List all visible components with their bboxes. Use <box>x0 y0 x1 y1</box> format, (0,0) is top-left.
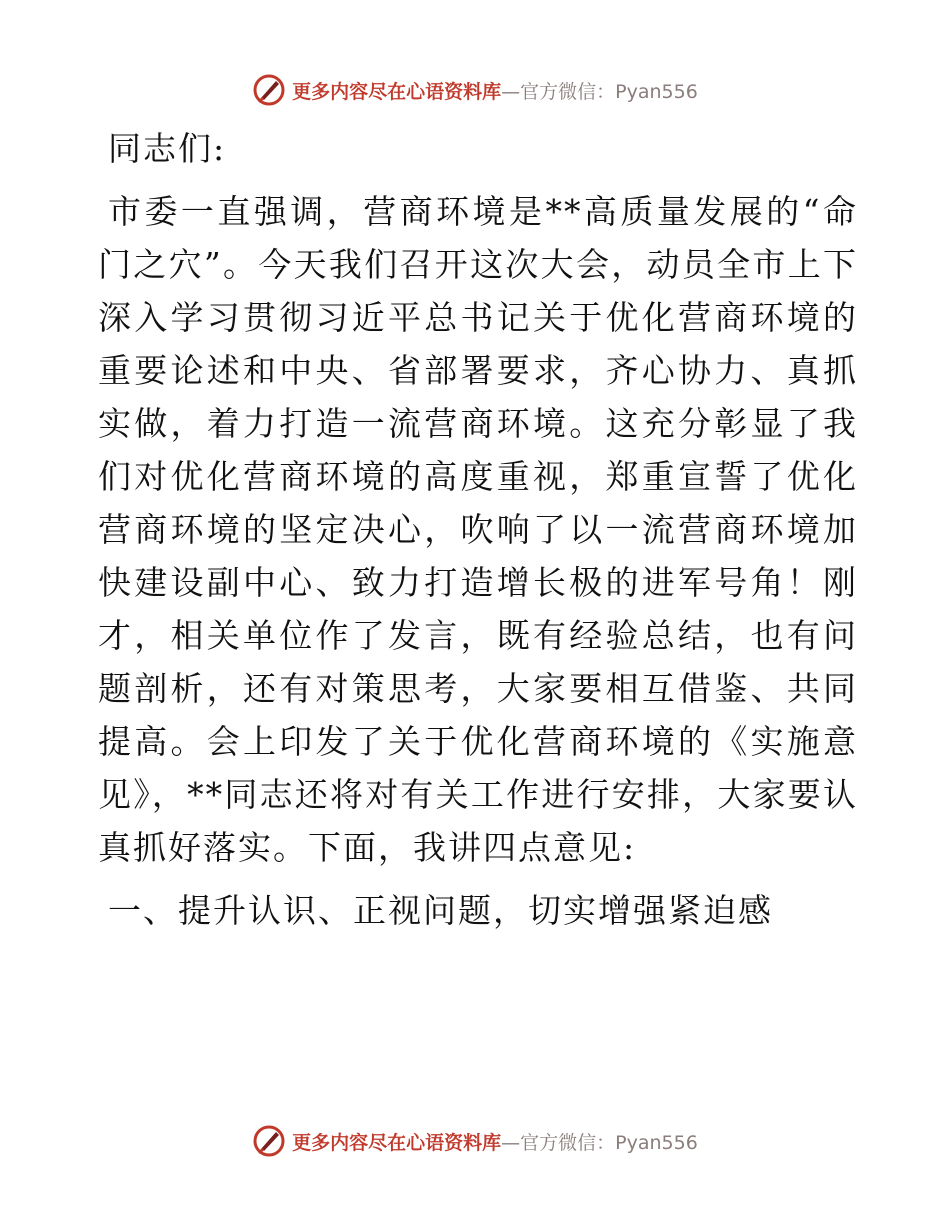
header-banner <box>0 70 950 110</box>
footer-banner-text <box>292 1128 698 1155</box>
footer-banner <box>0 1121 950 1161</box>
quill-pen-logo-icon <box>252 1124 286 1158</box>
header-banner-separator: — <box>501 80 521 103</box>
header-banner-sub-text: 官方微信：Pyan556 <box>520 80 698 103</box>
footer-banner-main-text: 更多内容尽在心语资料库 <box>292 1131 502 1154</box>
footer-banner-separator: — <box>501 1131 521 1154</box>
quill-pen-logo-icon <box>252 73 286 107</box>
footer-banner-sub-text: 官方微信：Pyan556 <box>520 1131 698 1154</box>
footer-banner-content <box>252 1124 698 1158</box>
greeting-line: 同志们: <box>108 129 227 168</box>
document-body <box>98 122 858 937</box>
header-banner-text <box>292 77 698 104</box>
paragraph-1: 市委一直强调，营商环境是**高质量发展的“命门之穴”。今天我们召开这次大会，动员全市上下深入学习贯彻习近平总书记关于优化营商环境的重要论述和中央、省部署要求，齐心协力、真抓实做，着力打造一流营商环境。这充分彰显了我们对优化营商环境的高度重视，郑重宣誓了优化营商环境的坚定决心，吹响了以一流营商环境加快建设副中心、致力打造增长极的进军号角！刚才，相关单位作了发言，既有经验总结，也有问题剖析，还有对策思考，大家要相互借鉴、共同提高。会上印发了关于优化营商环境的《实施意见》，**同志还将对有关工作进行安排，大家要认真抓好落实。下面，我讲四点意见: <box>98 192 858 867</box>
header-banner-main-text: 更多内容尽在心语资料库 <box>292 80 502 103</box>
header-banner-content <box>252 73 698 107</box>
section-heading-1: 一、提升认识、正视问题，切实增强紧迫感 <box>108 891 773 930</box>
